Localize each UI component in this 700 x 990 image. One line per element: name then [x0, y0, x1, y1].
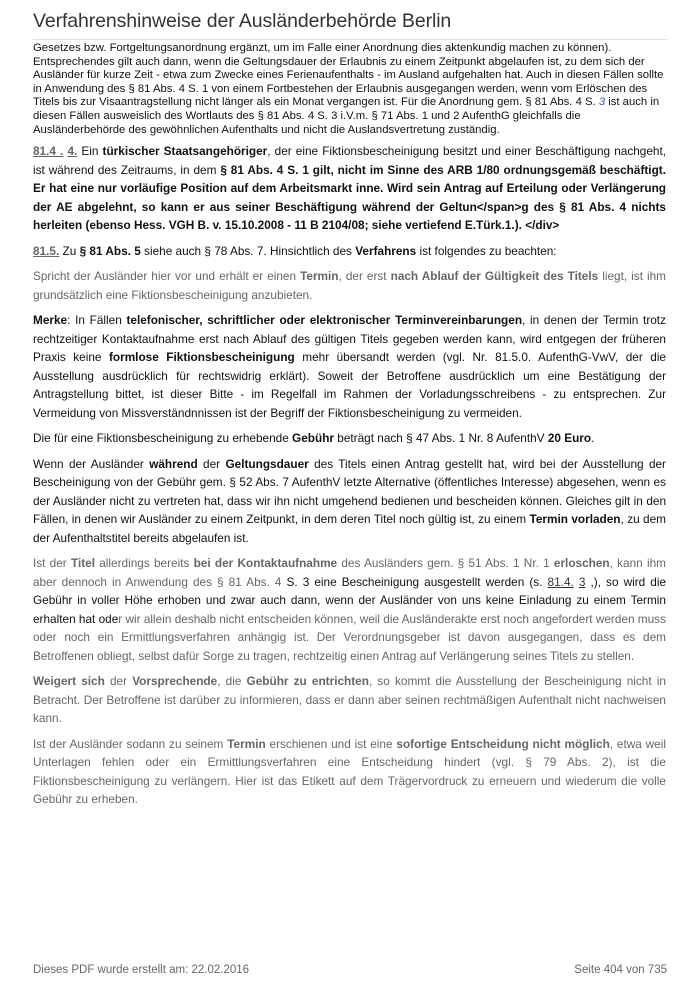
text: beträgt nach § 47 Abs. 1 Nr. 8 AufenthV: [334, 431, 548, 446]
bold-text: Titel: [70, 556, 96, 571]
text: Gesetzes bzw. Fortgeltungsanordnung ergänzt, um im Falle einer Anordnung dies aktenkundig machen zu können). Entsprechendes gilt auch dann, wenn die Geltungsdauer der Erlaubnis zu einem Zeitpunkt abgelaufen ist, zu dem sich der Ausländer für kurze Zeit - etwa zum Zwecke eines Ferienaufenthalts - im Ausland aufgehalten hat. Auch in diesen Fällen sollte in Anwendung des § 81 Abs. 4 S. 1 von einem Fortbestehen der Erlaubnis ausgegangen werden, wenn vom Erlöschen des Titels bis zur Visaantragstellung nicht länger als ein Monat vergangen ist. Für die Anordnung gem. § 81 Abs. 4 S.: [33, 42, 664, 109]
paragraph-titel-erloschen: [33, 554, 666, 665]
paragraph-81-4-4: [33, 142, 666, 235]
paragraph-termin: [33, 267, 666, 304]
bold-text: Termin vorladen: [529, 512, 621, 527]
section-link-81-4[interactable]: 81.4.: [547, 574, 574, 589]
bold-text: Verfahrens: [355, 243, 417, 258]
text: , die: [217, 674, 247, 689]
bold-text: nach Ablauf der Gültigkeit des Titels: [390, 269, 599, 284]
paragraph-gebuehr: [33, 429, 666, 448]
section-link-3[interactable]: 3: [578, 574, 586, 589]
footer-created-date: Dieses PDF wurde erstellt am: 22.02.2016: [33, 964, 250, 976]
text: , der eine Fiktionsbescheinigung besitzt und einer Beschäftigung nachgeht, ist während des Zeitraums, in dem: [33, 144, 667, 177]
text: , so kommt die Ausstellung der Bescheinigung nicht in Betracht. Der Betroffene ist darüber zu informieren, dass er dann aber seinen rechtmäßigen Aufenthalt nicht nachweisen kann.: [33, 674, 666, 726]
section-link-81-5[interactable]: 81.5.: [33, 243, 60, 258]
text: der: [104, 674, 133, 689]
text: Ein: [77, 144, 103, 159]
text: , in denen der Termin trotz rechtzeitiger Kontaktaufnahme erst nach Ablauf des gültigen Titels gegeben werden kann, wird entgegen der früheren Praxis keine: [33, 313, 666, 365]
bold-text: Termin: [227, 736, 266, 751]
text: ,), so wird die Gebühr in voller Höhe erhoben und zwar auch dann, wenn der Ausländer von uns keine Einladung zu einem Termin erhalten hat ode: [33, 574, 667, 626]
bold-text: formlose Fiktionsbescheinigung: [108, 350, 295, 365]
bold-text: erloschen: [553, 556, 610, 571]
text: , kann ihm aber dennoch in Anwendung des § 81 Abs. 4: [33, 556, 666, 589]
text: : In Fällen: [67, 313, 127, 328]
text: erschienen und ist eine: [265, 736, 397, 751]
bold-text: Geltungsdauer: [225, 456, 309, 471]
text: , zu dem der Aufenthaltstitel bereits abgelaufen ist.: [33, 512, 666, 545]
text: S. 3 eine Bescheinigung ausgestellt werden (s.: [286, 574, 548, 589]
bold-text: § 81 Abs. 5: [79, 243, 141, 258]
bold-text: 20 Euro: [547, 431, 592, 446]
text: , etwa weil Unterlagen fehlen oder ein Ermittlungsverfahren eine Entscheidung hindert (vgl. § 79 Abs. 2), ist die Fiktionsbescheinigung zu verlängern. Hier ist das Etikett auf dem Trägervordruck zu erneuern und wiederum die volle Gebühr zu erheben.: [33, 736, 666, 807]
bold-text: Gebühr zu entrichten: [246, 674, 369, 689]
paragraph-merke: [33, 311, 666, 422]
bold-text: telefonischer, schriftlicher oder elektronischer Terminvereinbarungen: [126, 313, 523, 328]
bold-text: Weigert sich: [33, 674, 105, 689]
text: ist folgendes zu beachten:: [416, 243, 557, 258]
bold-text: während: [149, 456, 198, 471]
text: der: [197, 456, 226, 471]
text: ist auch in diesen Fällen ausweislich des Wortlauts des § 81 Abs. 4 S. 3 i.V.m. § 71 Abs. 1 und 2 AufenthG gleichfalls die Ausländerbehörde des gewöhnlichen Aufenthalts und nicht die Auslandsvertretung zuständig.: [33, 96, 660, 136]
text: .: [591, 431, 595, 446]
text: Wenn der Ausländer: [33, 456, 150, 471]
footnote-link[interactable]: 3: [598, 96, 606, 109]
bold-text: bei der Kontaktaufnahme: [193, 556, 338, 571]
text: Ist der Ausländer sodann zu seinem: [33, 736, 228, 751]
text: Ist der: [33, 556, 71, 571]
paragraph-81-5: [33, 242, 666, 261]
text: des Ausländers gem. § 51 Abs. 1 Nr. 1: [337, 556, 554, 571]
text: , der erst: [338, 269, 391, 284]
section-link-81-4[interactable]: 81.4 .: [33, 144, 64, 159]
footer-page-number: Seite 404 von 735: [574, 964, 667, 976]
bold-text: sofortige Entscheidung nicht möglich: [396, 736, 610, 751]
text: mehr übersandt werden (vgl. Nr. 81.5.0. AufenthG-VwV, der die Ausstellung ausdrücklich für rechtswidrig erklärt). Soweit der Betroffene ausdrücklich um eine Bestätigung der Antragstellung bittet, ist dieser Bitte - im Regelfall im Rahmen der Vorladungsschreibens - zu entsprechen. Zur Vermeidung von Missverständnnissen ist der Begriff der Fiktionsbescheinigung zu vermeiden.: [33, 350, 666, 420]
bold-text: Gebühr: [292, 431, 334, 446]
bold-text: Vorsprechende: [132, 674, 218, 689]
text: Die für eine Fiktionsbescheinigung zu erhebende: [33, 431, 293, 446]
text: des Titels einen Antrag gestellt hat, wird bei der Ausstellung der Bescheinigung von der Gebühr gem. § 52 Abs. 7 AufenthV letzte Alternative (öffentliches Interesse) abgesehen, wenn es der Ausländer nicht zu vertreten hat, dass wir ihn nicht umgehend bedienen und bescheiden können. Gleiches gilt in den Fällen, in denen wir Ausländer zu einem Zeitpunkt, in dem deren Titel noch gültig ist, zu einem: [33, 456, 666, 527]
paragraph-geltungsdauer: [33, 455, 666, 548]
text: liegt, ist ihm grundsätzlich eine Fiktionsbescheinigung anzubieten.: [33, 269, 667, 302]
paragraph-sofortige-entscheidung: [33, 735, 666, 809]
text: Spricht der Ausländer hier vor und erhält er einen: [33, 269, 301, 284]
bold-text: § 81 Abs. 4 S. 1 gilt, nicht im Sinne des ARB 1/80 ordnungsgemäß beschäftigt. Er hat eine nur vorläufige Position auf dem Arbeitsmarkt inne. Wird sein Antrag auf Erteilung oder Verlängerung der AE abgelehnt, so kann er aus seiner Beschäftigung während der Geltun</span>g des § 81 Abs. 4 nichts herleiten (ebenso Hess. VGH B. v. 15.10.2008 - 11 B 2104/08; siehe vertiefend E.Türk.1.). </div>: [33, 162, 667, 233]
text: r wir allein deshalb nicht entscheiden können, weil die Ausländerakte erst noch angefordert werden muss oder noch ein Ermittlungsverfahren anhängig ist. Der Verordnungsgeber ist davon ausgegangen, dass es dem Betroffenen obliegt, selbst dafür Sorge zu tragen, rechtzeitig einen Antrag auf Verlängerung seines Titels zu stellen.: [33, 611, 666, 663]
bold-text: türkischer Staatsangehöriger: [102, 144, 268, 159]
text: Zu: [59, 243, 80, 258]
section-link-4[interactable]: 4.: [67, 144, 78, 159]
page-title: Verfahrenshinweise der Ausländerbehörde Berlin: [33, 10, 667, 40]
bold-text: Termin: [300, 269, 339, 284]
text: allerdings bereits: [95, 556, 194, 571]
paragraph-weigert: [33, 672, 666, 728]
text: siehe auch § 78 Abs. 7. Hinsichtlich des: [140, 243, 356, 258]
bold-text: Merke: [33, 313, 68, 328]
document-body: [33, 42, 666, 816]
intro-paragraph: [33, 42, 666, 137]
